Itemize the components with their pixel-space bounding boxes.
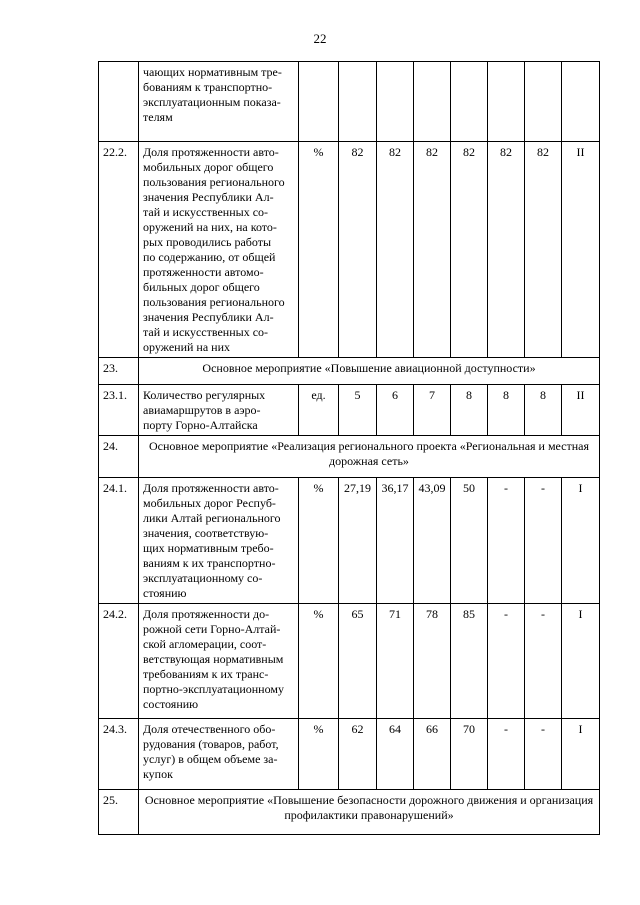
value-cell [339, 62, 377, 142]
row-number-cell: 24.1. [99, 478, 139, 604]
unit-cell: % [299, 142, 339, 358]
indicator-name-cell: Доля протяженности авто- мобильных дорог общего пользования регионального значения Республики Ал- тай и искусственных со- оружений на них, на кото- рых проводились работы по содержанию, от общей протяженности автомо- бильных дорог общего пользования регионального значения Республики Ал- тай и искусственных со- оружений на них [139, 142, 299, 358]
table-row [99, 478, 600, 604]
value-cell: 82 [414, 142, 451, 358]
table-row [99, 62, 600, 142]
section-row [99, 790, 600, 835]
indicator-type-cell [562, 62, 600, 142]
value-cell: - [488, 719, 525, 790]
value-cell: 82 [488, 142, 525, 358]
indicator-name-cell: Доля протяженности авто- мобильных дорог Респуб- лики Алтай регионального значения, соответствую- щих нормативным требо- ваниям к их транспортно- эксплуатационному со- стоянию [139, 478, 299, 604]
section-title-cell: Основное мероприятие «Реализация регионального проекта «Региональная и местная дорожная сеть» [139, 436, 600, 478]
indicators-table [98, 61, 600, 835]
value-cell [525, 62, 562, 142]
value-cell [377, 62, 414, 142]
indicator-name-cell: Доля отечественного обо- рудования (товаров, работ, услуг) в общем объеме за- купок [139, 719, 299, 790]
value-cell: 71 [377, 604, 414, 719]
row-number-cell: 24.3. [99, 719, 139, 790]
table-row [99, 142, 600, 358]
value-cell: - [488, 478, 525, 604]
value-cell: - [488, 604, 525, 719]
indicator-type-cell: I [562, 719, 600, 790]
value-cell: 85 [451, 604, 488, 719]
unit-cell: ед. [299, 385, 339, 436]
unit-cell: % [299, 478, 339, 604]
value-cell: 64 [377, 719, 414, 790]
indicator-type-cell: II [562, 142, 600, 358]
value-cell: - [525, 604, 562, 719]
value-cell: 78 [414, 604, 451, 719]
value-cell: 6 [377, 385, 414, 436]
unit-cell: % [299, 719, 339, 790]
section-title-cell: Основное мероприятие «Повышение безопасности дорожного движения и организация профилактики правонарушений» [139, 790, 600, 835]
page-number: 22 [313, 31, 327, 46]
value-cell: 7 [414, 385, 451, 436]
value-cell: 8 [525, 385, 562, 436]
value-cell: - [525, 719, 562, 790]
table-row [99, 719, 600, 790]
value-cell [414, 62, 451, 142]
row-number-cell: 23. [99, 358, 139, 385]
section-row [99, 358, 600, 385]
indicator-name-cell: чающих нормативным тре- бованиям к транспортно- эксплуатационным показа- телям [139, 62, 299, 142]
value-cell: 66 [414, 719, 451, 790]
value-cell: 65 [339, 604, 377, 719]
section-title-cell: Основное мероприятие «Повышение авиационной доступности» [139, 358, 600, 385]
value-cell: 36,17 [377, 478, 414, 604]
indicator-type-cell: II [562, 385, 600, 436]
value-cell: - [525, 478, 562, 604]
indicator-type-cell: I [562, 604, 600, 719]
value-cell [488, 62, 525, 142]
row-number-cell: 22.2. [99, 142, 139, 358]
value-cell: 8 [488, 385, 525, 436]
unit-cell: % [299, 604, 339, 719]
value-cell: 82 [339, 142, 377, 358]
section-row [99, 436, 600, 478]
row-number-cell: 23.1. [99, 385, 139, 436]
row-number-cell: 25. [99, 790, 139, 835]
value-cell: 70 [451, 719, 488, 790]
value-cell: 5 [339, 385, 377, 436]
indicator-type-cell: I [562, 478, 600, 604]
unit-cell [299, 62, 339, 142]
table-row [99, 604, 600, 719]
value-cell: 82 [377, 142, 414, 358]
value-cell: 82 [451, 142, 488, 358]
indicator-name-cell: Доля протяженности до- рожной сети Горно-Алтай- ской агломерации, соот- ветствующая нормативным требованиям к их транс- портно-эксплуатационному состоянию [139, 604, 299, 719]
value-cell: 27,19 [339, 478, 377, 604]
value-cell: 82 [525, 142, 562, 358]
value-cell: 43,09 [414, 478, 451, 604]
indicator-name-cell: Количество регулярных авиамаршрутов в аэро- порту Горно-Алтайска [139, 385, 299, 436]
row-number-cell: 24.2. [99, 604, 139, 719]
row-number-cell [99, 62, 139, 142]
value-cell: 8 [451, 385, 488, 436]
row-number-cell: 24. [99, 436, 139, 478]
value-cell [451, 62, 488, 142]
value-cell: 50 [451, 478, 488, 604]
table-row [99, 385, 600, 436]
value-cell: 62 [339, 719, 377, 790]
